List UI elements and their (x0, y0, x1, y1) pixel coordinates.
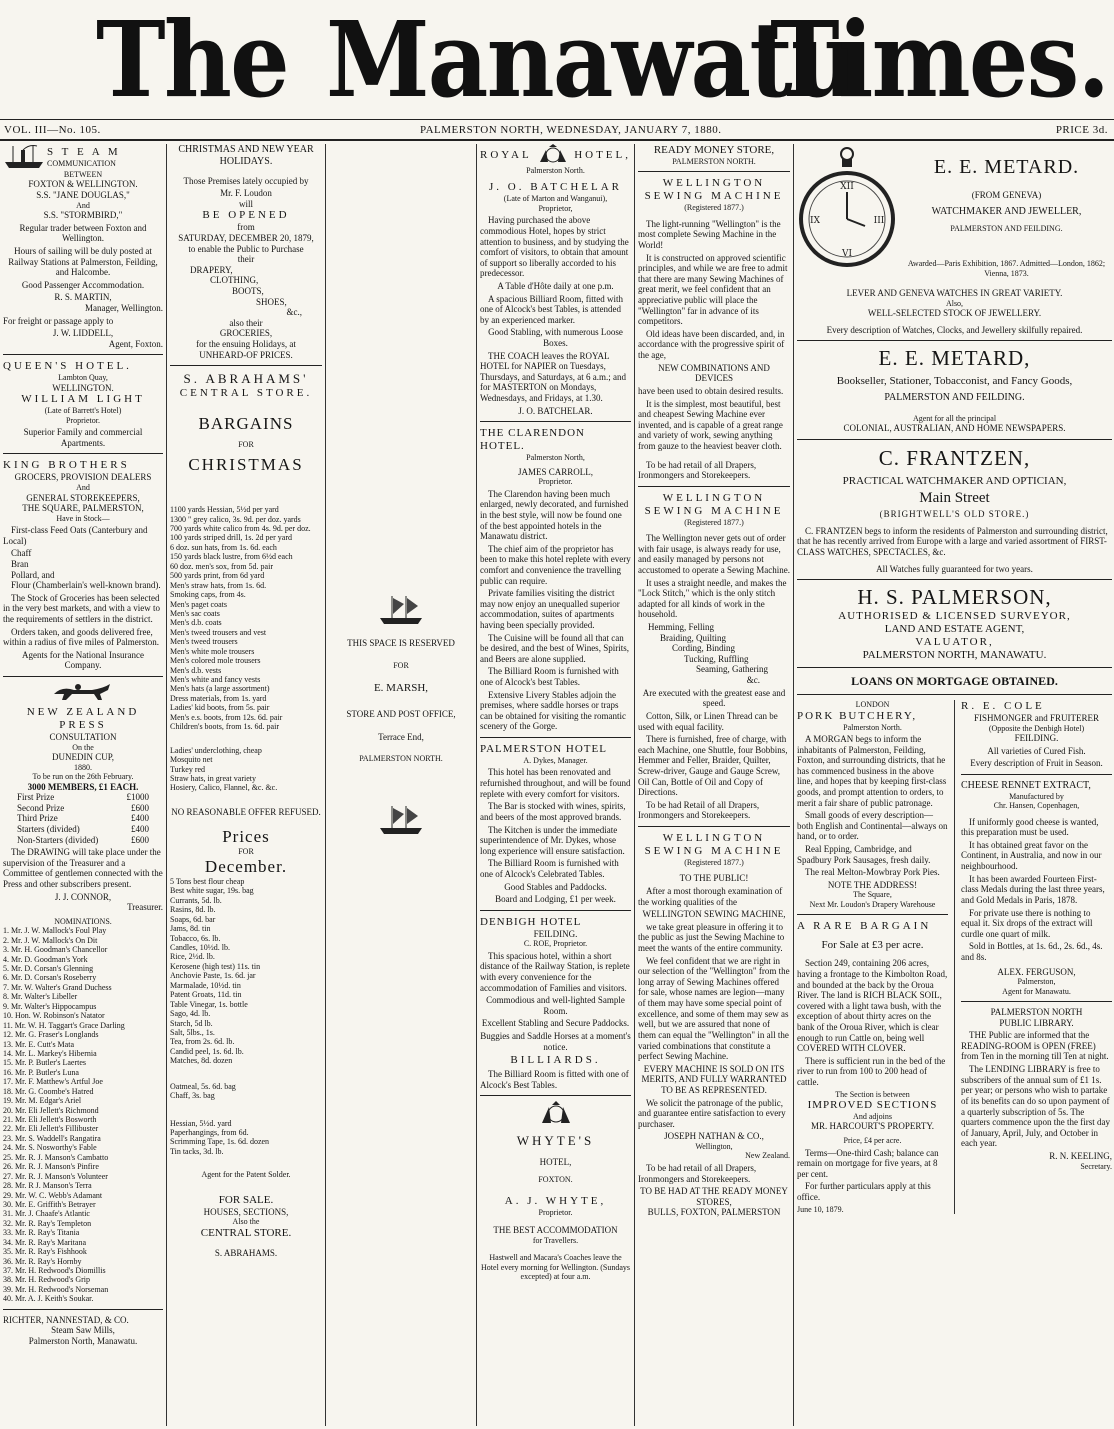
bargain-item: Men's sac coats (170, 608, 220, 618)
prize-label: Non-Starters (divided) (17, 834, 99, 845)
price-item: Sago, 4d. lb. (170, 1009, 211, 1019)
price-item: Salt, 5lbs., 1s. (170, 1027, 215, 1037)
prize-amount: £400 (131, 813, 149, 824)
prize-table (3, 792, 163, 845)
price-item: Matches, 8d. dozen (170, 1056, 233, 1066)
bargain-item: Mosquito net (170, 755, 213, 765)
press-consultation-ad: NEW ZEALAND PRESS CONSULTATION On the DUNEDIN CUP, 1880. To be run on the 26th February. 3000 MEMBERS, £1 EACH. First Prize £1000 Second Prize £600 Third Prize £400 Starters (divided) £400 Non-Starters (divided) £600 The DRAWING will take place under the supervision of the Treasurer and a Committee of gentlemen connected with the Press and other subscribers present. J. J. CONNOR, Treasurer. NOMINATIONS. 1. Mr. J. W. Mallock's Foul Play 2. Mr. J. W. Mallock's On Dit 3. Mr. H. Goodman's Chancellor 4. Mr. D. Goodman's York 5. Mr. D. Corsan's Glenning 6. Mr. D. Corsan's Roseberry 7. Mr. W. Walter's Grand Duchess 8. Mr. Walter's Libeller 9. Mr. Walter's Hippocampus 10. Hon. W. Robinson's Natator 11. Mr. W. H. Taggart's Grace Darling 12. Mr. G. Fraser's Longlands 13. Mr. E. Cutt's Mata 14. Mr. L. Markey's Hibernia 15. Mr. P. Butler's Laertes 16. Mr. P. Butler's Luna 17. Mr. F. Matthew's Artful Joe 18. Mr. G. Coombe's Hatred 19. Mr. M. Edgar's Ariel 20. Mr. Eli Jellett's Richmond 21. Mr. Eli Jellett's Bosworth 22. Mr. Eli Jellett's Fillibuster 23. Mr. S. Waddell's Rangatira 24. Mr. S. Nosworthy's Fable 25. Mr. R. J. Manson's Cambatto 26. Mr. R. J. Manson's Pinfire 27. Mr. R. J. Manson's Volunteer 28. Mr. R J. Manson's Terra 29. Mr. W. C. Webb's Adamant 30. Mr. E. Griffith's Betrayer 31. Mr. J. Chaafe's Atlantic 32. Mr. R. Ray's Templeton 33. Mr. R. Ray's Titania 34. Mr. R. Ray's Maritana 35. Mr. R. Ray's Fishhook 36. Mr. R. Ray's Hornby 37. Mr. H. Redwood's Diomillis 38. Mr. H. Redwood's Grip 39. Mr. H. Redwood's Norseman 40. Mr. A. J. Keith's Soukar. (3, 682, 163, 1304)
bargain-item: Men's paget coats (170, 599, 227, 609)
bargain-item: Dress materials, from 1s. yard (170, 693, 267, 703)
column-6: XII VI IX III E. E. METARD. (FROM GENEVA) WATCHMAKER AND JEWELLER, PALMERSTON AND FEILDING. Awarded—Paris Exhibition, 1867. Admitted—London, 1862; Vienna, 1873. LEVER AND GENEVA WATCHES IN GREAT VARIETY. Also, WELL-SELECTED STOCK OF JEWELLERY. Every description of Watches, Clocks, and Jewellery skilfully repaired. E. E. METARD, Bookseller, Stationer, Tobacconist, and Fancy Goods, PALMERSTON AND FEILDING. Agent for all the principal COLONIAL, AUSTRALIAN, AND HOME NEWSPAPERS. C. FRANTZEN, PRACTICAL WATCHMAKER AND OPTICIAN, Main Street (BRIGHTWELL'S OLD STORE.) C. FRANTZEN begs to inform the residents of Palmerston and surrounding district, that he has recently arrived from Europe with a large and varied assortment of FIRST-CLASS WATCHES, SPECTACLES, &c. All Watches fully guaranteed for two years. H. S. PALMERSON, AUTHORISED & LICENSED SURVEYOR, LAND AND ESTATE AGENT, VALUATOR, PALMERSTON NORTH, MANAWATU. LOANS ON MORTGAGE OBTAINED. LONDON PORK BUTCHERY, Palmerston North. A MORGAN begs to inform the inhabitants of Palmerston, Feilding, Foxton, and surrounding districts, that he has commenced business in the above line, and hopes that by keeping first-class goods, and prompt attention to orders, to merit a fair share of public patronage. Small goods of every description—both English and Continental—always on hand, or to order. Real Epping, Cambridge, and Spadbury Pork Sausages, fresh daily. The real Melton-Mowbray Pork Pies. NOTE THE ADDRESS! The Square, Next Mr. Loudon's Drapery Warehouse A RARE BARGAIN For Sale at £3 per acre. Section 249, containing 206 acres, having a frontage to the Kimbolton Road, and bounded at the back by the Oroua River. The land is RICH BLACK SOIL, covered with a light tawa bush, with the exception of about thirty acres on the bank of the Oroua River, which is clear enough to run Cattle on, being well COVERED WITH CLOVER. There is sufficient run in the bed of the river to run from 100 to 200 head of cattle. The Section is between IMPROVED SECTIONS And adjoins MR. HARCOURT'S PROPERTY. Price, £4 per acre. Terms—One-third Cash; balance can remain on mortgage for five years, at 8 per cent. For further particulars apply at this office. June 10, 1879. R. E. COLE FISHMONGER and FRUITERER (Opposite the Denbigh Hotel) FEILDING. All varieties of Cured Fish. Every description of Fruit in Season. CHEESE RENNET EXTRACT, Manufactured by Chr. Hansen, Copenhagen, If uniformly good cheese is wanted, this preparation must be used. It has obtained great favor on the Continent, in Australia, and now in our neighbourhood. It has been awarded Fourteen First-class Medals during the last three years, and Gold Medals in Paris, 1878. For private use there is nothing to equal it. Six drops of the extract will curdle one quart of milk. Sold in Bottles, at 1s. 6d., 2s. 6d., 4s. and 8s. ALEX. FERGUSON, Palmerston, Agent for Manawatu. PALMERSTON NORTH PUBLIC LIBRARY. THE Public are informed that the READING-ROOM is OPEN (FREE) from Ten in the morning till Ten at night. The LENDING LIBRARY is free to subscribers of the annual sum of £1 1s. per year; or persons who wish to partake of its benefits can do so upon payment of a quarterly subscription of 5s. The quarters commence upon the the first day of January, April, July, and October in each year. R. N. KEELING, Secretary. (797, 144, 1112, 1426)
bargain-item: Turkey red (170, 764, 206, 774)
price-item: Table Vinegar, 1s. bottle (170, 999, 248, 1009)
column-1 (3, 144, 163, 1426)
sailing-ship-icon (376, 594, 426, 626)
nomination-item: 1. Mr. J. W. Mallock's Foul Play (3, 926, 107, 936)
price-item: Rice, 2½d. lb. (170, 952, 215, 962)
column-rule (325, 144, 326, 1426)
nomination-item: 12. Mr. G. Fraser's Longlands (3, 1030, 99, 1040)
svg-text:III: III (873, 216, 885, 226)
nomination-item: 4. Mr. D. Goodman's York (3, 954, 88, 964)
bargain-item: Men's hats (a large assortment) (170, 684, 270, 694)
bargain-item: 6 doz. sun hats, from 1s. 6d. each (170, 542, 277, 552)
nomination-item: 29. Mr. W. C. Webb's Adamant (3, 1190, 103, 1200)
prize-row (17, 792, 149, 803)
column-rule (634, 144, 635, 1426)
prize-label: First Prize (17, 792, 55, 803)
nomination-item: 11. Mr. W. H. Taggart's Grace Darling (3, 1020, 125, 1030)
nomination-item: 33. Mr. R. Ray's Titania (3, 1228, 80, 1238)
bargain-item: Men's d.b. vests (170, 665, 222, 675)
issue-date: PALMERSTON NORTH, WEDNESDAY, JANUARY 7, 1880. (420, 124, 722, 136)
prize-label: Third Prize (17, 813, 58, 824)
nomination-item: 5. Mr. D. Corsan's Glenning (3, 964, 94, 974)
nomination-item: 39. Mr. H. Redwood's Norseman (3, 1284, 109, 1294)
royal-crest-icon (539, 1101, 573, 1125)
nomination-item: 31. Mr. J. Chaafe's Atlantic (3, 1209, 90, 1219)
nomination-item: 16. Mr. P. Butler's Luna (3, 1067, 79, 1077)
prize-label: Starters (divided) (17, 823, 80, 834)
prize-amount: £400 (131, 823, 149, 834)
bargain-item: Ladies' kid boots, from 5s. pair (170, 703, 270, 713)
nomination-item: 17. Mr. F. Matthew's Artful Joe (3, 1077, 103, 1087)
bargain-item: Men's colored mole trousers (170, 656, 261, 666)
prize-row (17, 803, 149, 814)
bargain-item: Men's white mole trousers (170, 646, 255, 656)
bargain-item: 150 yards black lustre, from 6½d each (170, 552, 293, 562)
svg-text:VI: VI (841, 249, 853, 259)
bargain-items-2 (170, 746, 322, 793)
queens-hotel-ad: QUEEN'S HOTEL. Lambton Quay, WELLINGTON. WILLIAM LIGHT (Late of Barrett's Hotel) Proprietor. Superior Family and commercial Apartments. (3, 360, 145, 448)
price-item: Kerosene (high test) 11s. tin (170, 961, 261, 971)
prize-amount: £600 (131, 834, 149, 845)
bargain-item: Smoking caps, from 4s. (170, 590, 246, 600)
bargain-item: Men's white and fancy vests (170, 675, 261, 685)
price-item: Candid peel, 1s. 6d. lb. (170, 1046, 244, 1056)
nomination-item: 30. Mr. E. Griffith's Betrayer (3, 1199, 96, 1209)
pocket-watch-icon (797, 144, 897, 282)
prize-row (17, 824, 149, 835)
nomination-item: 10. Hon. W. Robinson's Natator (3, 1011, 105, 1021)
column-2: CHRISTMAS AND NEW YEAR HOLIDAYS. Those Premises lately occupied by Mr. F. Loudon will BE OPENED from SATURDAY, DECEMBER 20, 1879, to enable the Public to Purchase their DRAPERY, CLOTHING, BOOTS, SHOES, &c., also their GROCERIES, for the ensuing Holidays, at UNHEARD-OF PRICES. S. ABRAHAMS' CENTRAL STORE. BARGAINS FOR CHRISTMAS 1100 yards Hessian, 5½d per yard 1300 " grey calico, 3s. 9d. per doz. yards 700 yards white calico from 4s. 9d. per doz. 100 yards striped drill, 1s. 2d per yard 6 doz. sun hats, from 1s. 6d. each 150 yards black lustre, from 6½d each 60 doz. men's sox, from 5d. pair 500 yards print, from 6d yard Men's straw hats, from 1s. 6d. Smoking caps, from 4s. Men's paget coats Men's sac coats Men's d.b. coats Men's tweed trousers and vest Men's tweed trousers Men's white mole trousers Men's colored mole trousers Men's d.b. vests Men's white and fancy vests Men's hats (a large assortment) Dress materials, from 1s. yard Ladies' kid boots, from 5s. pair Men's e.s. boots, from 12s. 6d. pair Children's boots, from 1s. 6d. pair Ladies' underclothing, cheap Mosquito net Turkey red Straw hats, in great variety Hosiery, Calico, Flannel, &c. &c. NO REASONABLE OFFER REFUSED. Prices FOR December. 5 Tons best flour cheap Best white sugar, 19s. bag Currants, 5d. lb. Rasins, 8d. lb. Soaps, 6d. bar Jams, 8d. tin Tobacco, 6s. lb. Candles, 10½d. lb. Rice, 2½d. lb. Kerosene (high test) 11s. tin Anchovie Paste, 1s. 6d. jar Marmalade, 10½d. tin Patent Groats, 11d. tin Table Vinegar, 1s. bottle Sago, 4d. lb. Starch, 5d lb. Salt, 5lbs., 1s. Tea, from 2s. 6d. lb. Candid peel, 1s. 6d. lb. Matches, 8d. dozen Oatmeal, 5s. 6d. bag Chaff, 3s. bag Hessian, 5½d. yard Paperhangings, from 6d. Scrimming Tape, 1s. 6d. dozen Tin tacks, 3d. lb. Agent for the Patent Solder. FOR SALE. HOUSES, SECTIONS, Also the CENTRAL STORE. S. ABRAHAMS. (170, 144, 321, 1258)
column-4: ROYAL HOTEL, Palmerston North. J. O. BATCHELAR (Late of Marton and Wanganui), Proprietor, Having purchased the above commodious Hotel, hopes by strict attention to business, and by studying the comfort of visitors, to obtain that amount of support so liberally accorded to his predecessor. A Table d'Hôte daily at one p.m. A spacious Billiard Room, fitted with one of Alcock's best Tables, is attended by an experienced marker. Good Stabling, with numerous Loose Boxes. THE COACH leaves the ROYAL HOTEL for NAPIER on Tuesdays, Thursdays, and Saturdays, at 6 a.m.; and for MASTERTON on Mondays, Wednesdays, and Fridays, at 1.30. J. O. BATCHELAR. THE CLARENDON HOTEL. Palmerston North, JAMES CARROLL, Proprietor. The Clarendon having been much enlarged, newly decorated, and furnished in the best style, will now be found one of the best appointed hotels in the Manawatu district. The chief aim of the proprietor has been to make this hotel replete with every comfort and convenience the travelling public can require. Private families visiting the district may now enjoy an unequalled superior accommodation, suites of apartments having been specially provided. The Cuisine will be found all that can be desired, and the best of Wines, Spirits, and Beers are alone supplied. The Billiard Room is furnished with one of Alcock's best Tables. Extensive Livery Stables adjoin the premises, where saddle horses or traps can be obtained for visiting the romantic scenery of the Gorge. PALMERSTON HOTEL A. Dykes, Manager. This hotel has been renovated and refurnished throughout, and will be found replete with every comfort for visitors. The Bar is stocked with wines, spirits, and beers of the most approved brands. The Kitchen is under the immediate superintendence of Mr. Dykes, whose long experience will ensure satisfaction. The Billiard Room is furnished with one of Alcock's Celebrated Tables. Good Stables and Paddocks. Board and Lodging, £1 per week. DENBIGH HOTEL FEILDING. C. ROE, Proprietor. This spacious hotel, within a short distance of the Railway Station, is replete with every convenience for the accommodation of Families and visitors. Commodious and well-lighted Sample Room. Excellent Stabling and Secure Paddocks. Buggies and Saddle Horses at a moment's notice. BILLIARDS. The Billiard Room is fitted with one of Alcock's Best Tables. WHYTE'S HOTEL, FOXTON. A. J. WHYTE, Proprietor. THE BEST ACCOMMODATION for Travellers. Hastwell and Macara's Coaches leave the Hotel every morning for Wellington. (Sundays excepted) at four a.m. (480, 144, 631, 1426)
nomination-item: 8. Mr. Walter's Libeller (3, 992, 78, 1002)
nomination-item: 2. Mr. J. W. Mallock's On Dit (3, 935, 98, 945)
nomination-item: 25. Mr. R. J. Manson's Cambatto (3, 1152, 109, 1162)
nomination-item: 34. Mr. R. Ray's Maritana (3, 1237, 86, 1247)
bargain-item: 60 doz. men's sox, from 5d. pair (170, 561, 273, 571)
bargain-item: Straw hats, in great variety (170, 773, 256, 783)
nomination-item: 37. Mr. H. Redwood's Diomillis (3, 1266, 106, 1276)
bargain-item: 700 yards white calico from 4s. 9d. per doz. (170, 524, 311, 534)
price-item: Rasins, 8d. lb. (170, 905, 216, 915)
prize-amount: £1000 (126, 792, 149, 803)
nomination-item: 38. Mr. H. Redwood's Grip (3, 1275, 90, 1285)
masthead-word-the: The (96, 0, 288, 121)
price-item: Patent Groats, 11d. tin (170, 990, 242, 1000)
price-item: Best white sugar, 19s. bag (170, 886, 254, 896)
column-rule (166, 144, 167, 1426)
nomination-item: 40. Mr. A. J. Keith's Soukar. (3, 1294, 94, 1304)
royal-crest-icon (536, 144, 570, 166)
price: PRICE 3d. (1055, 124, 1108, 136)
december-prices (170, 877, 322, 1066)
nomination-item: 20. Mr. Eli Jellett's Richmond (3, 1105, 99, 1115)
bargain-item: 1100 yards Hessian, 5½d per yard (170, 505, 279, 515)
price-item: Soaps, 6d. bar (170, 914, 216, 924)
racehorse-icon (48, 682, 118, 702)
bargain-item: 500 yards print, from 6d yard (170, 571, 265, 581)
price-item: Starch, 5d lb. (170, 1018, 213, 1028)
nomination-item: 21. Mr. Eli Jellett's Bosworth (3, 1115, 97, 1125)
nomination-item: 23. Mr. S. Waddell's Rangatira (3, 1133, 101, 1143)
column-rule (476, 144, 477, 1426)
bargain-item: 1300 " grey calico, 3s. 9d. per doz. yards (170, 514, 301, 524)
nomination-item: 32. Mr. R. Ray's Templeton (3, 1218, 92, 1228)
pork-butchery-ad: LONDON PORK BUTCHERY, Palmerston North. A MORGAN begs to inform the inhabitants of Palmerston, Feilding, Foxton, and surrounding districts, that he has commenced business in the above line, and hopes that by keeping first-class goods, and prompt attention to orders, to merit a fair share of public patronage. Small goods of every description—both English and Continental—always on hand, or to order. Real Epping, Cambridge, and Spadbury Pork Sausages, fresh daily. The real Melton-Mowbray Pork Pies. NOTE THE ADDRESS! The Square, Next Mr. Loudon's Drapery Warehouse A RARE BARGAIN For Sale at £3 per acre. Section 249, containing 206 acres, having a frontage to the Kimbolton Road, and bounded at the back by the Oroua River. The land is RICH BLACK SOIL, covered with a light tawa bush, with the exception of about thirty acres on the bank of the Oroua River, which is clear enough to run Cattle on, being well COVERED WITH CLOVER. There is sufficient run in the bed of the river to run from 100 to 200 head of cattle. The Section is between IMPROVED SECTIONS And adjoins MR. HARCOURT'S PROPERTY. Price, £4 per acre. Terms—One-third Cash; balance can remain on mortgage for five years, at 8 per cent. For further particulars apply at this office. June 10, 1879. (797, 700, 955, 1214)
nomination-item: 14. Mr. L. Markey's Hibernia (3, 1048, 97, 1058)
price-item: Tea, from 2s. 6d. lb. (170, 1037, 235, 1047)
nomination-item: 36. Mr. R. Ray's Hornby (3, 1256, 82, 1266)
bargain-items (170, 505, 322, 732)
nomination-item: 6. Mr. D. Corsan's Roseberry (3, 973, 97, 983)
nomination-item: 26. Mr. R. J. Manson's Pinfire (3, 1162, 99, 1172)
price-item: Jams, 8d. tin (170, 924, 211, 934)
masthead-word-times: Times. (770, 0, 1109, 121)
bargain-item: Men's straw hats, from 1s. 6d. (170, 580, 267, 590)
price-item: Tobacco, 6s. lb. (170, 933, 221, 943)
column-rule (793, 144, 794, 1426)
bargain-item: Men's tweed trousers and vest (170, 627, 267, 637)
bargain-item: Men's d.b. coats (170, 618, 222, 628)
nomination-item: 7. Mr. W. Walter's Grand Duchess (3, 982, 112, 992)
masthead-word-manawatu: Manawatu (326, 0, 858, 121)
price-item: 5 Tons best flour cheap (170, 876, 245, 886)
nominations-list (3, 926, 163, 1304)
prize-amount: £600 (131, 802, 149, 813)
steam-ad: S T E A M COMMUNICATION BETWEEN FOXTON & WELLINGTON. S.S. "JANE DOUGLAS," And S.S. "STORMBIRD," Regular trader between Foxton and Wellington. Hours of sailing will be duly posted at Railway Stations at Palmerston, Feilding, and Halcombe. Good Passenger Accommodation. R. S. MARTIN, Manager, Wellington. For freight or passage apply to J. W. LIDDELL, Agent, Foxton. (3, 145, 163, 349)
nomination-item: 9. Mr. Walter's Hippocampus (3, 1001, 97, 1011)
prize-row (17, 813, 149, 824)
nomination-item: 35. Mr. R. Ray's Fishhook (3, 1247, 87, 1257)
volume-number: VOL. III—No. 105. (4, 124, 101, 136)
svg-text:XII: XII (840, 182, 854, 192)
price-item: Candles, 10½d. lb. (170, 943, 230, 953)
nomination-item: 19. Mr. M. Edgar's Ariel (3, 1096, 82, 1106)
nomination-item: 28. Mr. R J. Manson's Terra (3, 1181, 92, 1191)
steamship-icon (3, 144, 47, 170)
nomination-item: 18. Mr. G. Coombe's Hatred (3, 1086, 94, 1096)
price-item: Anchovie Paste, 1s. 6d. jar (170, 971, 256, 981)
prize-row (17, 835, 149, 846)
nomination-item: 24. Mr. S. Nosworthy's Fable (3, 1143, 97, 1153)
svg-text:IX: IX (810, 216, 820, 226)
nomination-item: 22. Mr. Eli Jellett's Fillibuster (3, 1124, 99, 1134)
king-brothers-ad: KING BROTHERS GROCERS, PROVISION DEALERS And GENERAL STOREKEEPERS, THE SQUARE, PALMERSTON, Have in Stock— First-class Feed Oats (Canterbury and Local) Chaff Bran Pollard, and Flour (Chamberlain's well-known brand). The Stock of Groceries has been selected in the very best markets, and with a view to the requirements of settlers in the district. Orders taken, and goods delivered free, within a radius of five miles of Palmerston. Agents for the National Insurance Company. (3, 459, 161, 671)
bargain-item: Ladies' underclothing, cheap (170, 745, 262, 755)
masthead (0, 0, 1114, 121)
column-3: THIS SPACE IS RESERVED FOR E. MARSH, STORE AND POST OFFICE, Terrace End, PALMERSTON NORTH. (329, 144, 473, 1426)
richter-ad: RICHTER, NANNESTAD, & CO. Steam Saw Mills, Palmerston North, Manawatu. (3, 1314, 138, 1347)
nomination-item: 13. Mr. E. Cutt's Mata (3, 1039, 74, 1049)
price-item: Marmalade, 10½d. tin (170, 980, 241, 990)
sailing-ship-icon (376, 804, 426, 836)
nomination-item: 15. Mr. P. Butler's Laertes (3, 1058, 86, 1068)
dateline (0, 119, 1114, 141)
bargain-item: Men's e.s. boots, from 12s. 6d. pair (170, 712, 283, 722)
bargain-item: Hosiery, Calico, Flannel, &c. &c. (170, 783, 278, 793)
prize-label: Second Prize (17, 802, 65, 813)
right-ads: R. E. COLE FISHMONGER and FRUITERER (Opposite the Denbigh Hotel) FEILDING. All varieties of Cured Fish. Every description of Fruit in Season. CHEESE RENNET EXTRACT, Manufactured by Chr. Hansen, Copenhagen, If uniformly good cheese is wanted, this preparation must be used. It has obtained great favor on the Continent, in Australia, and now in our neighbourhood. It has been awarded Fourteen First-class Medals during the last three years, and Gold Medals in Paris, 1878. For private use there is nothing to equal it. Six drops of the extract will curdle one quart of milk. Sold in Bottles, at 1s. 6d., 2s. 6d., 4s. and 8s. ALEX. FERGUSON, Palmerston, Agent for Manawatu. PALMERSTON NORTH PUBLIC LIBRARY. THE Public are informed that the READING-ROOM is OPEN (FREE) from Ten in the morning till Ten at night. The LENDING LIBRARY is free to subscribers of the annual sum of £1 1s. per year; or persons who wish to partake of its benefits can do so upon payment of a quarterly subscription of 5s. The quarters commence upon the the first day of January, April, July, and October in each year. R. N. KEELING, Secretary. (961, 700, 1112, 1171)
nomination-item: 27. Mr. R. J. Manson's Volunteer (3, 1171, 108, 1181)
nomination-item: 3. Mr. H. Goodman's Chancellor (3, 945, 108, 955)
column-5: READY MONEY STORE, PALMERSTON NORTH. WELLINGTON SEWING MACHINE (Registered 1877.) The light-running "Wellington" is the most complete Sewing Machine in the World! It is constructed on approved scientific principles, and while we are free to admit that there are many Sewing Machines of great merit, we feel confident that an appreciative public will place the "Wellington" far in advance of its competitors. Old ideas have been discarded, and, in accordance with the progressive spirit of the age, NEW COMBINATIONS AND DEVICES have been used to obtain desired results. It is the simplest, most beautiful, best and cheapest Sewing Machine ever invented, and is capable of a great range and variety of work, sewing anything from gauze to the heaviest beaver cloth. To be had retail of all Drapers, Ironmongers and Storekeepers. WELLINGTON SEWING MACHINE (Registered 1877.) The Wellington never gets out of order with fair usage, is always ready for use, and easily managed by persons not accustomed to operate a Sewing Machine. It uses a straight needle, and makes the "Lock Stitch," which is the only stitch adapted for all kinds of work in the household. Hemming, Felling Braiding, Quilting Cording, Binding Tucking, Ruffling Seaming, Gathering &c. Are executed with the greatest ease and speed. Cotton, Silk, or Linen Thread can be used with equal facility. There is furnished, free of charge, with each Machine, one Shuttle, four Bobbins, Hemmer and Feller, Braider, Quilter, Screw-driver, Gauge and Gauge Screw, Oil Can, Bottle of Oil and Copy of Directions. To be had Retail of all Drapers, Ironmongers and Storekeepers. WELLINGTON SEWING MACHINE (Registered 1877.) TO THE PUBLIC! After a most thorough examination of the working qualities of the WELLINGTON SEWING MACHINE, we take great pleasure in offering it to the public as just the Sewing Machine to meet the wants of the entire community. We feel confident that we are right in our selection of the "Wellington" from the long array of Sewing Machines offered for sale, whose names are legion—many of them may have some special point of excellence, and some of them may sew as well, but we are assured that none of them can equal the "Wellington" in all the varied combinations that constitute a perfect Sewing Machine. EVERY MACHINE IS SOLD ON ITS MERITS, AND FULLY WARRANTED TO BE AS REPRESENTED. We solicit the patronage of the public, and guarantee entire satisfaction to every purchaser. JOSEPH NATHAN & CO., Wellington, New Zealand. To be had retail of all Drapers, Ironmongers and Storekeepers. TO BE HAD AT THE READY MONEY STORES, BULLS, FOXTON, PALMERSTON (638, 144, 790, 1218)
price-item: Currants, 5d. lb. (170, 895, 222, 905)
bargain-item: 100 yards striped drill, 1s. 2d per yard (170, 533, 292, 543)
bargain-item: Children's boots, from 1s. 6d. pair (170, 722, 279, 732)
bargain-item: Men's tweed trousers (170, 637, 238, 647)
